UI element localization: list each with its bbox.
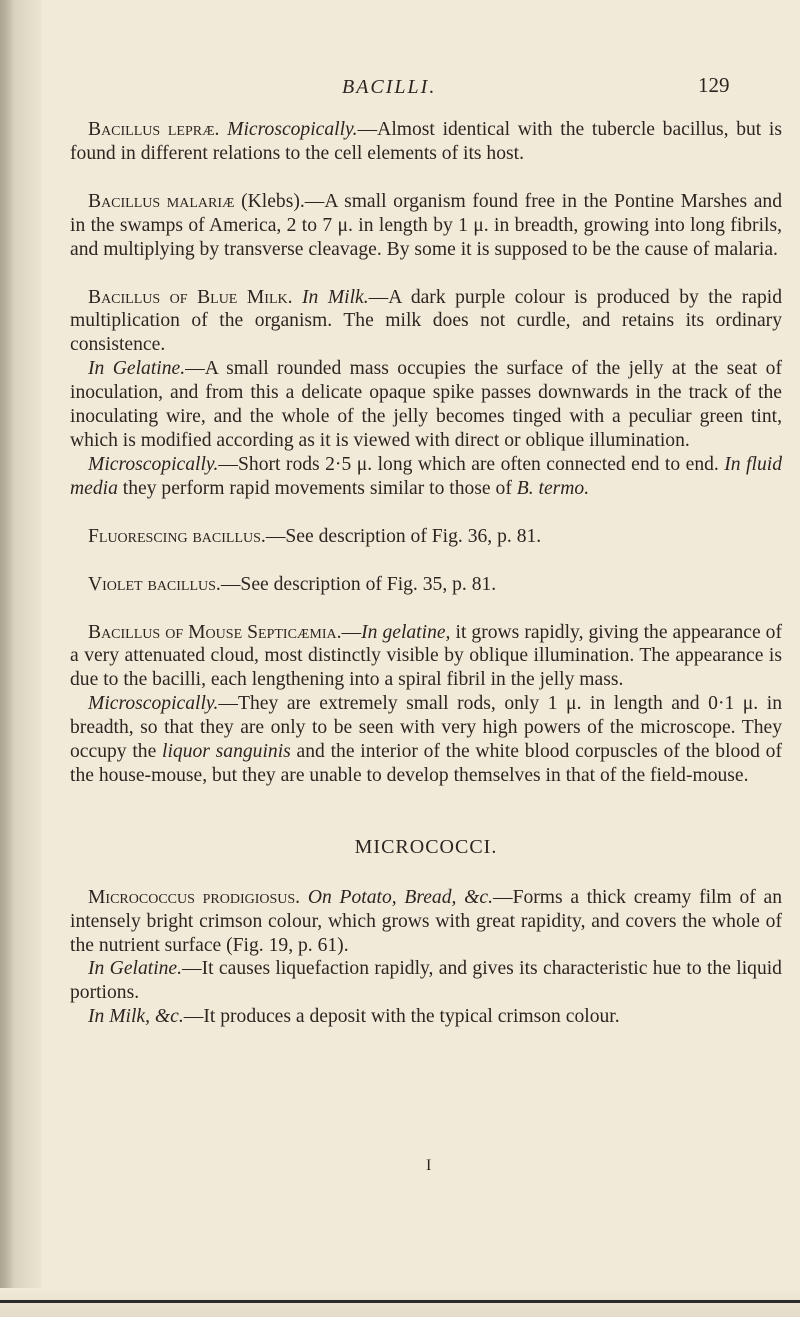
entry-name: Bacillus of Mouse Septicæmia. [88,621,342,643]
entry-blue-milk-microscopic [70,453,782,501]
subheading-in-milk: In Milk, &c. [88,1006,184,1028]
entry-name: Bacillus malariæ [88,190,235,212]
entry-bacillus-malariae [70,190,782,262]
section-heading-micrococci: MICROCOCCI. [354,835,498,858]
entry-mouse-septicaemia [70,621,782,693]
entry-prodigiosus-milk [70,1005,782,1029]
entry-mouse-septicaemia-microscopic [70,692,782,788]
subheading-fluid-media: In fluid media [70,453,782,499]
entry-name: Violet bacillus. [88,573,221,595]
entry-text: it grows rapidly, giving the appearance of a very attenuated cloud, most distinctly visible by oblique illumination. The appearance is due to the bacilli, each lengthening into a spiral fibril in the jelly mass. [70,621,783,691]
entry-text: —They are extremely small rods, only 1 μ. in length and 0·1 μ. in breadth, so that they are only to be seen with very high powers of the microscope. They occupy the [70,693,782,763]
entry-fluorescing-bacillus [70,525,782,549]
entry-text: —See description of Fig. 36, p. 81. [265,525,542,547]
spine-shadow [0,0,14,1317]
subheading-in-gelatine: In Gelatine. [88,958,183,980]
subheading-microscopically: Microscopically. [88,693,219,715]
page-number: 129 [698,73,730,97]
entry-name: Bacillus lepræ. [88,119,220,140]
entry-text: —It causes liquefaction rapidly, and gives its characteristic hue to the liquid portions. [70,958,782,1004]
entry-text: and the interior of the white blood corpuscles of the blood of the house-mouse, but they are unable to develop themselves in that of the field-mouse. [70,741,782,786]
entry-text: —See description of Fig. 35, p. 81. [220,573,497,595]
entry-name: Micrococcus prodigiosus. [88,886,301,908]
subheading-in-gelatine: In Gelatine. [88,358,186,380]
printer-signature-mark: I [426,1157,432,1174]
entry-name: Bacillus of Blue Milk. [88,286,293,308]
subheading-on-potato: On Potato, Bread, &c. [307,886,493,908]
page-body [70,118,782,1029]
entry-blue-milk-gelatine [70,357,782,453]
running-title: BACILLI. [342,76,437,98]
subheading-microscopically: Microscopically. [88,453,219,475]
entry-prodigiosus-gelatine [70,957,782,1005]
entry-text: (Klebs).—A small organism found free in the Pontine Marshes and in the swamps of America, 2 to 7 μ. in length by 1 μ. in breadth, growing into long fibrils, and multiplying by transverse cleavage. By some it is supposed to be the cause of malaria. [70,190,782,260]
subheading-in-milk: In Milk. [302,286,369,308]
entry-text: —Short rods 2·5 μ. long which are often connected end to end. [218,453,725,475]
species-reference: B. termo. [516,477,590,499]
entry-text: —Forms a thick creamy film of an intensely bright crimson colour, which grows with great rapidity, and covers the whole of the nutrient surface (Fig. 19, p. 61). [70,886,782,956]
entry-violet-bacillus [70,573,782,597]
entry-dash: — [341,621,362,643]
entry-text: they perform rapid movements similar to those of [117,477,517,499]
subheading-microscopically: Microscopically. [227,119,358,140]
entry-micrococcus-prodigiosus [70,886,782,958]
page-bottom-rule [0,1300,800,1303]
entry-text: —A small rounded mass occupies the surface of the jelly at the seat of inoculation, and from this a delicate opaque spike passes downwards in the track of the inoculating wire, and the whole of the jelly becomes tinged with a peculiar green tint, which is modified according as it is viewed with direct or oblique illumination. [70,358,782,451]
term-liquor-sanguinis: liquor sanguinis [162,741,291,763]
entry-bacillus-leprae [70,118,782,166]
entry-text: —It produces a deposit with the typical crimson colour. [183,1006,620,1028]
entry-name: Fluorescing bacillus. [88,525,266,547]
entry-text: —Almost identical with the tubercle bacillus, but is found in different relations to the cell elements of its host. [70,119,783,164]
entry-text: —A dark purple colour is produced by the rapid multiplication of the organism. The milk does not curdle, and retains its ordinary consistence. [70,286,783,356]
entry-bacillus-blue-milk [70,286,782,358]
subheading-in-gelatine: In gelatine, [361,621,451,643]
